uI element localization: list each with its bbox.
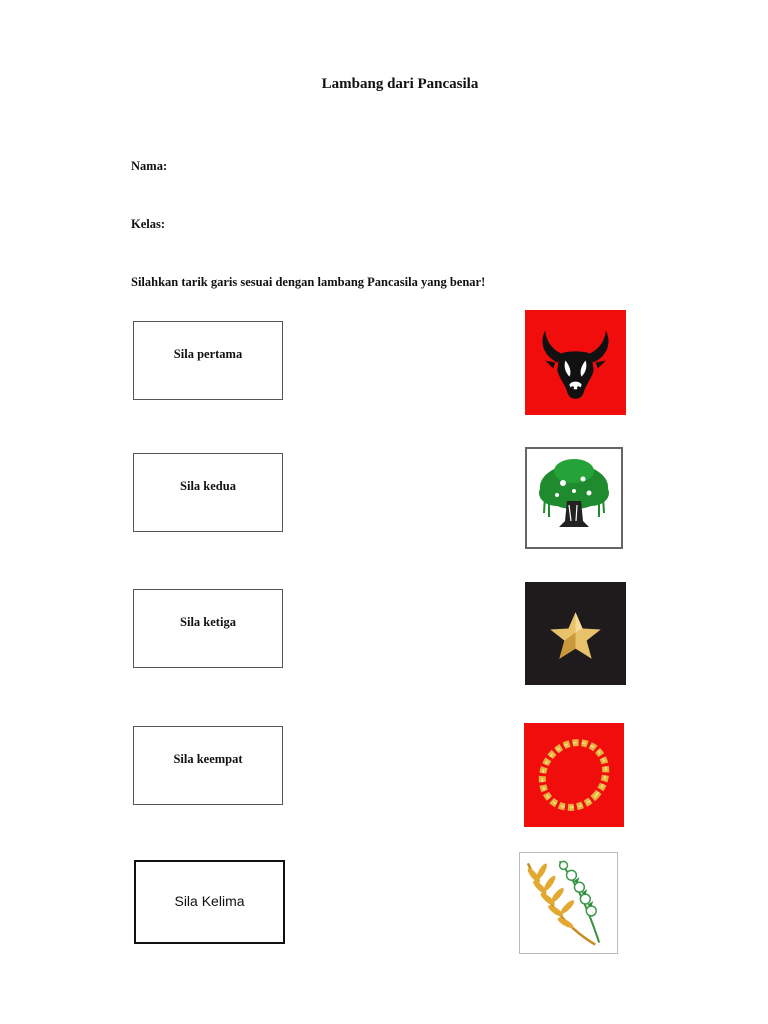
- banyan-tree-icon[interactable]: [525, 447, 623, 549]
- gold-star-icon[interactable]: [525, 582, 626, 685]
- sila-box-third[interactable]: Sila ketiga: [133, 589, 283, 668]
- bull-head-icon[interactable]: [525, 310, 626, 415]
- name-label: Nama:: [131, 159, 168, 173]
- sila-box-first[interactable]: Sila pertama: [133, 321, 283, 400]
- gold-chain-icon[interactable]: [524, 723, 624, 827]
- page-title: Lambang dari Pancasila: [321, 76, 479, 92]
- sila-box-second[interactable]: Sila kedua: [133, 453, 283, 532]
- rice-cotton-icon[interactable]: [519, 852, 618, 954]
- instruction-text: Silahkan tarik garis sesuai dengan lambang Pancasila yang benar!: [131, 275, 486, 289]
- sila-box-fourth[interactable]: Sila keempat: [133, 726, 283, 805]
- sila-box-fifth[interactable]: Sila Kelima: [134, 860, 285, 944]
- class-label: Kelas:: [131, 217, 166, 231]
